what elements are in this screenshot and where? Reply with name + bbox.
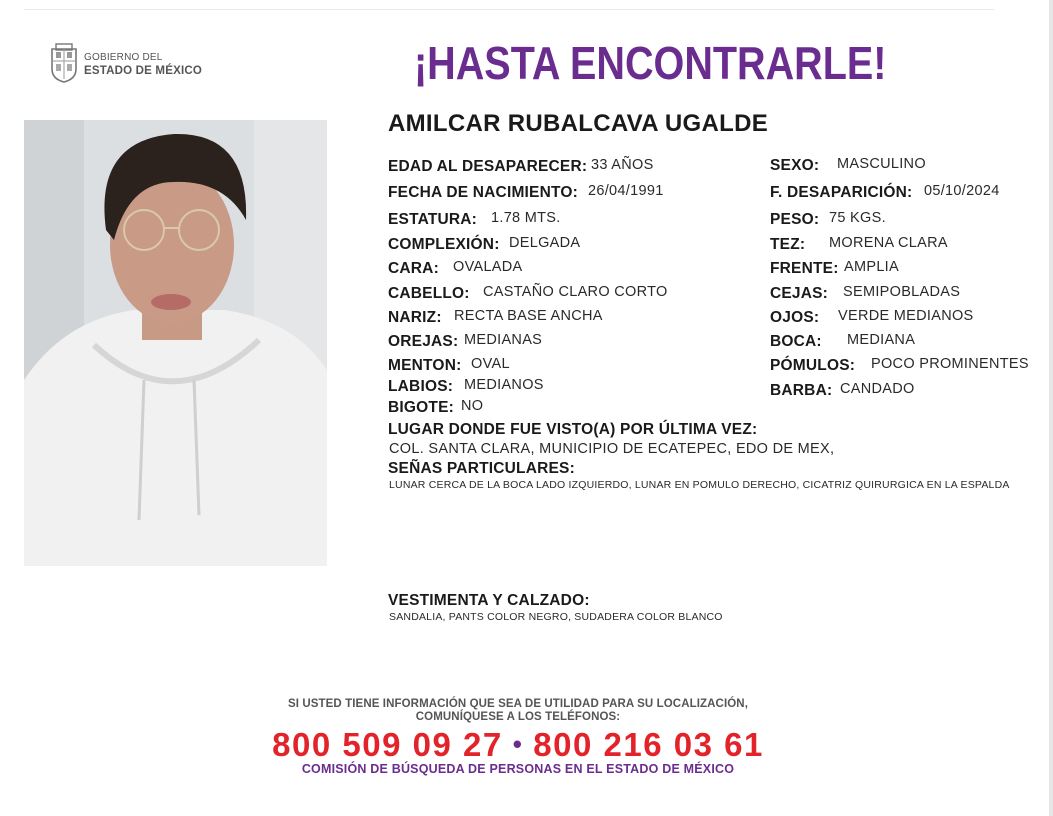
clothing-label: VESTIMENTA Y CALZADO: — [388, 592, 590, 609]
field-value: RECTA BASE ANCHA — [454, 308, 603, 324]
person-name: AMILCAR RUBALCAVA UGALDE — [388, 110, 769, 137]
field-label: TEZ: — [770, 236, 806, 253]
field-label: LABIOS: — [388, 378, 454, 395]
field-label: EDAD AL DESAPARECER: — [388, 158, 588, 175]
headline: ¡HASTA ENCONTRARLE! — [414, 37, 887, 89]
field-value: MORENA CLARA — [829, 235, 948, 251]
field-value: DELGADA — [509, 235, 581, 251]
last-seen-label: LUGAR DONDE FUE VISTO(A) POR ÚLTIMA VEZ: — [388, 421, 758, 438]
field-value: 75 KGS. — [829, 210, 886, 226]
field-value: CASTAÑO CLARO CORTO — [483, 284, 668, 300]
clothing-value: SANDALIA, PANTS COLOR NEGRO, SUDADERA COLOR BLANCO — [389, 611, 723, 623]
phone-separator: • — [512, 729, 524, 759]
phone-1[interactable]: 800 509 09 27 — [272, 726, 503, 763]
info-line-1: SI USTED TIENE INFORMACIÓN QUE SEA DE UTILIDAD PARA SU LOCALIZACIÓN, — [288, 698, 748, 710]
field-label: BARBA: — [770, 382, 833, 399]
field-label: CARA: — [388, 260, 439, 277]
field-value: MEDIANA — [847, 332, 916, 348]
field-label: BOCA: — [770, 333, 822, 350]
coat-of-arms-icon — [48, 43, 80, 83]
logo-line-1: GOBIERNO DEL — [84, 52, 163, 63]
field-label: PESO: — [770, 211, 820, 228]
field-label: SEXO: — [770, 157, 820, 174]
right-edge — [1049, 0, 1053, 816]
field-value: NO — [461, 398, 484, 414]
field-label: FECHA DE NACIMIENTO: — [388, 184, 578, 201]
field-label: MENTON: — [388, 357, 462, 374]
field-value: OVALADA — [453, 259, 523, 275]
field-label: OREJAS: — [388, 333, 459, 350]
field-value: 1.78 MTS. — [491, 210, 561, 226]
field-value: MASCULINO — [837, 156, 926, 172]
field-label: ESTATURA: — [388, 211, 478, 228]
commission-name: COMISIÓN DE BÚSQUEDA DE PERSONAS EN EL ESTADO DE MÉXICO — [301, 762, 735, 776]
field-value: SEMIPOBLADAS — [843, 284, 961, 300]
field-label: NARIZ: — [388, 309, 442, 326]
field-label: PÓMULOS: — [770, 357, 856, 374]
field-value: MEDIANAS — [464, 332, 543, 348]
marks-label: SEÑAS PARTICULARES: — [388, 460, 575, 477]
field-value: AMPLIA — [844, 259, 899, 275]
field-value: CANDADO — [840, 381, 915, 397]
last-seen-value: COL. SANTA CLARA, MUNICIPIO DE ECATEPEC, EDO DE MEX, — [389, 441, 835, 457]
field-label: CABELLO: — [388, 285, 470, 302]
phone-numbers — [0, 726, 1036, 764]
field-label: OJOS: — [770, 309, 820, 326]
marks-value: LUNAR CERCA DE LA BOCA LADO IZQUIERDO, LUNAR EN POMULO DERECHO, CICATRIZ QUIRURGICA EN LA ESPALDA — [389, 479, 1010, 491]
field-value: 33 AÑOS — [591, 157, 654, 173]
logo-line-2: ESTADO DE MÉXICO — [84, 65, 202, 77]
phone-2[interactable]: 800 216 03 61 — [533, 726, 764, 763]
field-value: MEDIANOS — [464, 377, 544, 393]
government-logo — [48, 43, 208, 83]
missing-person-photo — [24, 120, 327, 566]
top-divider — [24, 9, 994, 10]
field-label: CEJAS: — [770, 285, 829, 302]
field-label: FRENTE: — [770, 260, 839, 277]
field-label: COMPLEXIÓN: — [388, 236, 500, 253]
field-value: POCO PROMINENTES — [871, 356, 1029, 372]
info-line-2: COMUNÍQUESE A LOS TELÉFONOS: — [415, 711, 621, 723]
field-value: 05/10/2024 — [924, 183, 1000, 199]
field-value: OVAL — [471, 356, 510, 372]
field-value: 26/04/1991 — [588, 183, 664, 199]
field-value: VERDE MEDIANOS — [838, 308, 974, 324]
field-label: F. DESAPARICIÓN: — [770, 184, 913, 201]
field-label: BIGOTE: — [388, 399, 454, 416]
